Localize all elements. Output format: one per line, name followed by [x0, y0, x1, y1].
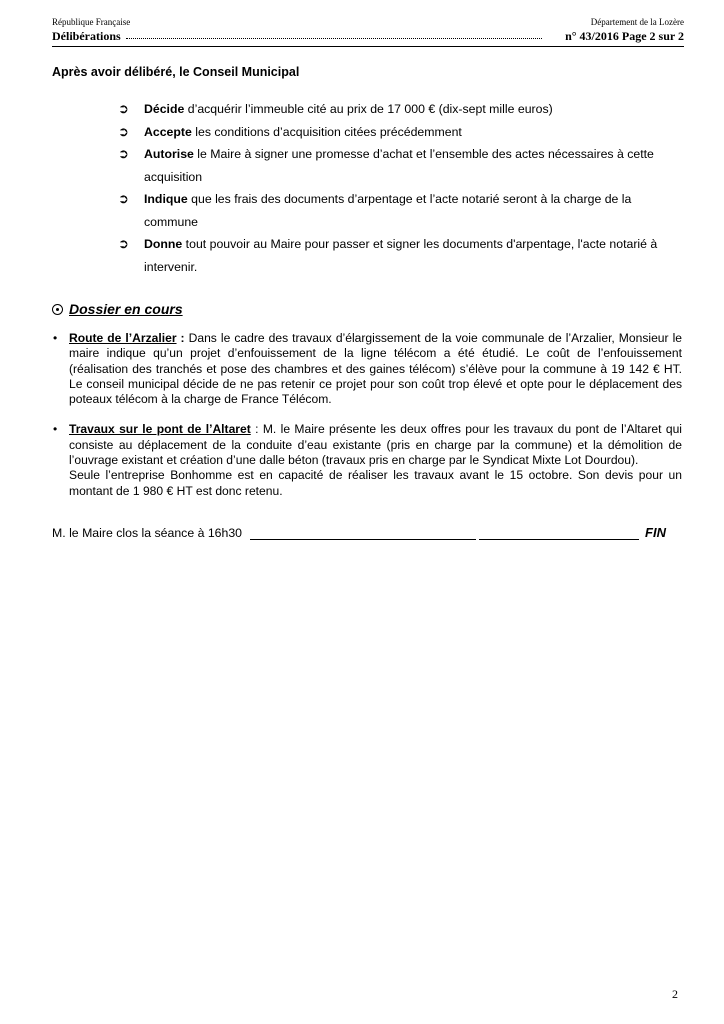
decision-verb: Accepte: [144, 124, 192, 139]
closing-rule-1: [250, 539, 476, 540]
decision-verb: Indique: [144, 192, 188, 206]
decision-verb: Donne: [144, 237, 183, 251]
closing-text: M. le Maire clos la séance à 16h30: [52, 526, 243, 540]
decision-item: [118, 121, 678, 144]
list-item: [52, 422, 682, 498]
page-number: 2: [672, 987, 678, 1001]
item-list: [52, 331, 682, 514]
circle-dot-icon: [52, 304, 63, 315]
decision-item: [118, 233, 678, 278]
header-department: Département de la Lozère: [590, 17, 684, 27]
header-dot-leader: [126, 38, 542, 39]
decision-item: [118, 98, 678, 121]
section-title-text: Dossier en cours: [69, 301, 183, 317]
decision-text: tout pouvoir au Maire pour passer et signer les documents d'arpentage, l'acte notarié à intervenir.: [144, 237, 658, 274]
fin-label: FIN: [645, 525, 666, 540]
header-republic: République Française: [52, 17, 131, 27]
header-subline: [52, 29, 684, 45]
list-item: [52, 331, 682, 407]
decision-text: d’acquérir l’immeuble cité au prix de 17 000 € (dix-sept mille euros): [184, 102, 553, 116]
closing-line: [52, 526, 666, 544]
decision-text: que les frais des documents d’arpentage et l’acte notarié seront à la charge de la commune: [144, 192, 632, 229]
decision-item: [118, 143, 678, 188]
header-doc-type: Délibérations: [52, 29, 124, 44]
item-separator: :: [176, 331, 189, 345]
decision-text: le Maire à signer une promesse d’achat et l’ensemble des actes nécessaires à cette acquisition: [144, 147, 654, 184]
decision-verb: Autorise: [144, 147, 194, 161]
decision-list: [118, 98, 678, 278]
arrow-right-icon: ➲: [118, 146, 129, 161]
item-separator: :: [250, 422, 263, 437]
arrow-right-icon: ➲: [118, 123, 129, 139]
item-text: Dans le cadre des travaux d’élargissement de la voie communale de l’Arzalier, Monsieur le maire indique qu’un projet d’enfouissement de la ligne télécom a été étudié. Le coût de l’enfouissement (réalisation des tranchés et pose des chambres et des gaines télécom) s’élève pour la commune à 19 142 € HT. Le conseil municipal décide de ne pas retenir ce projet pour son coût trop élevé et opte pour le déplacement des poteaux télécom à la charge de France Télécom.: [69, 331, 682, 407]
decision-item: [118, 188, 678, 233]
item-heading: Travaux sur le pont de l’Altaret: [69, 422, 251, 437]
header-doc-ref: n° 43/2016 Page 2 sur 2: [562, 29, 684, 44]
header-rule: [52, 46, 684, 47]
arrow-right-icon: ➲: [118, 191, 129, 206]
bullet-icon: •: [53, 331, 58, 345]
arrow-right-icon: ➲: [118, 236, 129, 251]
item-text: M. le Maire présente les deux offres pour les travaux du pont de l’Altaret qui consiste au déplacement de la conduite d’eau existante (pris en charge par la commune) et la démolition de l’ouvrage existant et création d’une dalle béton (travaux pris en charge par le Syndicat Mixte Lot Dourdou).: [69, 422, 682, 468]
item-heading: Route de l’Arzalier: [69, 331, 177, 345]
decision-text: les conditions d’acquisition citées précédemment: [191, 124, 462, 139]
bullet-icon: •: [53, 422, 58, 437]
arrow-right-icon: ➲: [118, 101, 129, 116]
closing-rule-2: [479, 539, 639, 540]
decision-verb: Décide: [144, 102, 185, 116]
intro-text: Après avoir délibéré, le Conseil Municipal: [52, 65, 300, 79]
section-title: [52, 301, 183, 317]
item-text-continued: Seule l’entreprise Bonhomme est en capacité de réaliser les travaux avant le 15 octobre. Son devis pour un montant de 1 980 € HT est donc retenu.: [69, 468, 682, 498]
